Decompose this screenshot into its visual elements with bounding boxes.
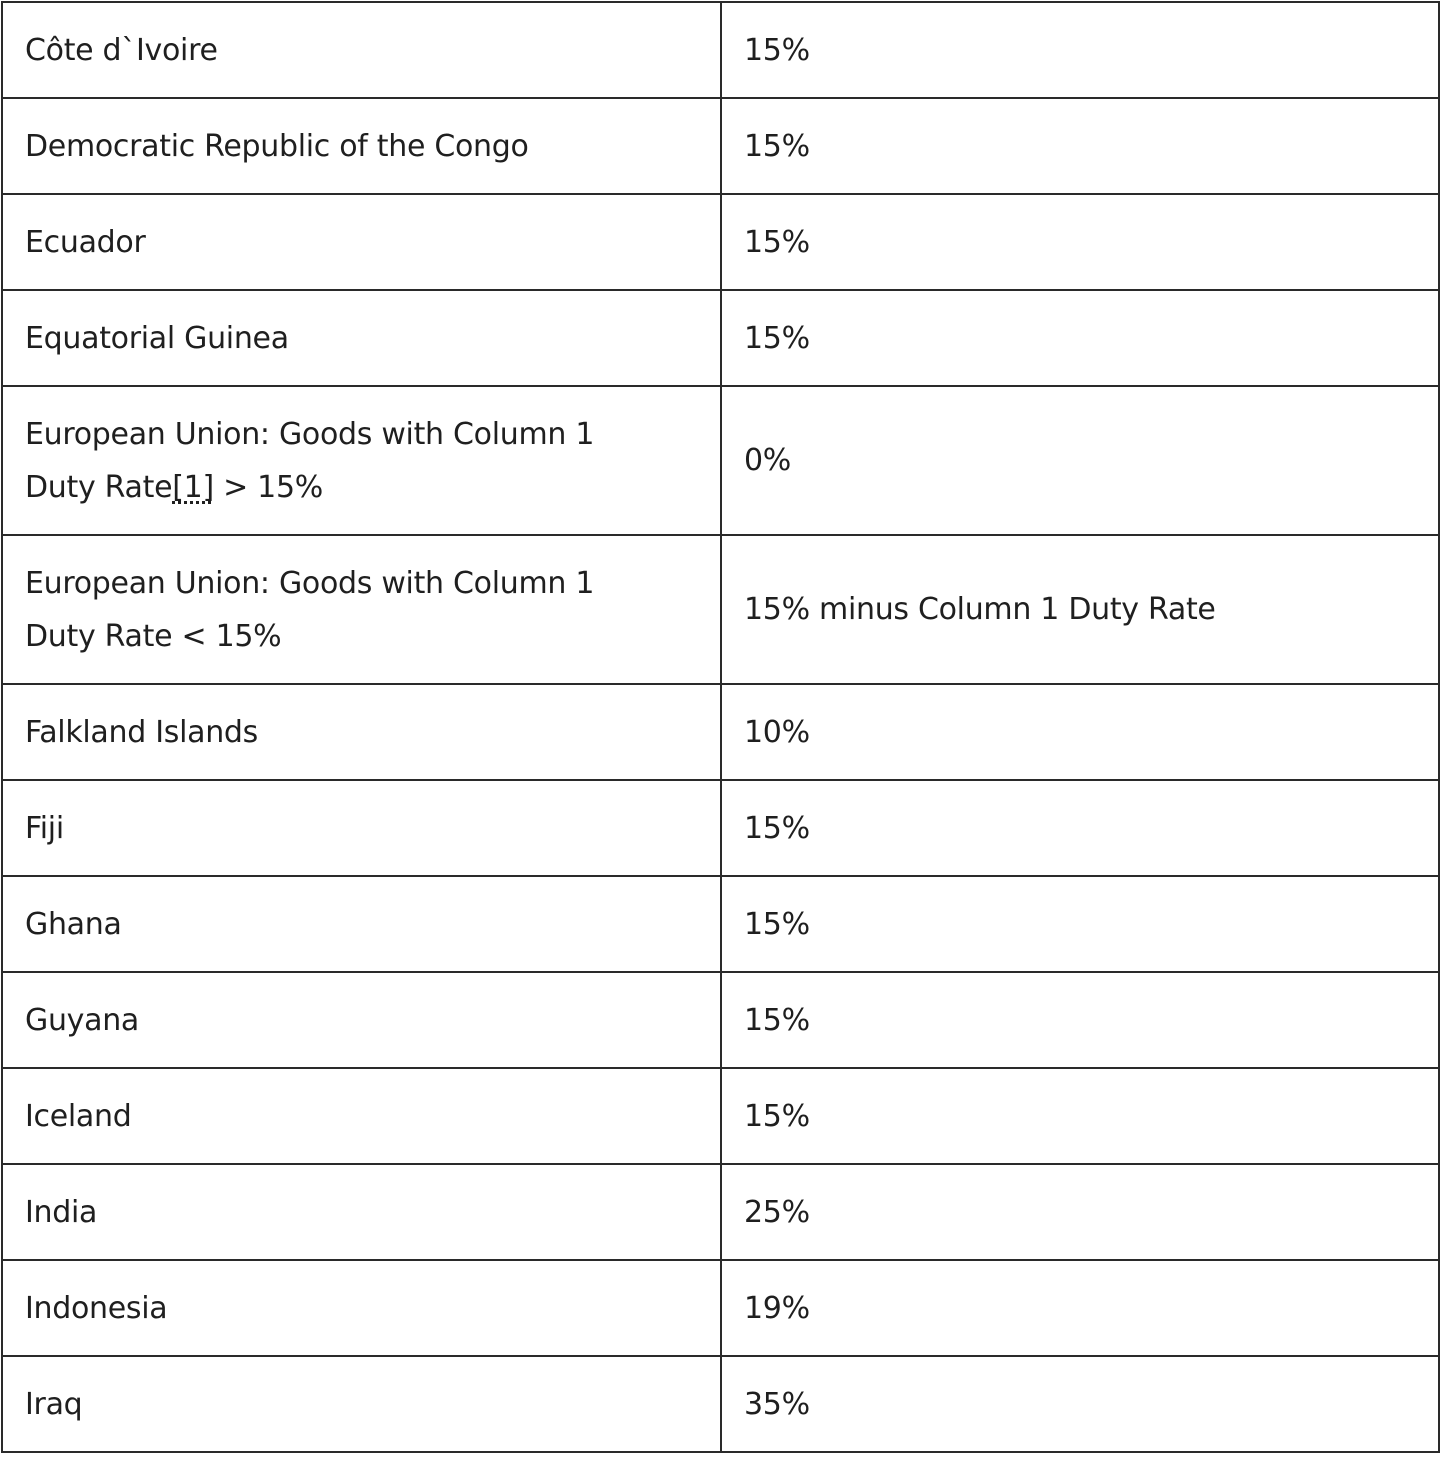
rate-cell: 15% (721, 780, 1439, 876)
country-cell: Equatorial Guinea (2, 290, 721, 386)
table-row (2, 1356, 1439, 1452)
country-line: Duty Rate (25, 469, 173, 505)
tariff-rate-table (1, 1, 1440, 1453)
table-row (2, 1164, 1439, 1260)
rate-cell: 15% (721, 98, 1439, 194)
rate-cell: 15% minus Column 1 Duty Rate (721, 535, 1439, 684)
country-line: Duty Rate < 15% (25, 618, 282, 654)
rate-cell: 15% (721, 1068, 1439, 1164)
country-cell: Indonesia (2, 1260, 721, 1356)
country-line: European Union: Goods with Column 1 (25, 565, 595, 601)
rate-cell: 0% (721, 386, 1439, 535)
table-row (2, 290, 1439, 386)
table-row (2, 876, 1439, 972)
rate-cell: 15% (721, 972, 1439, 1068)
country-cell: Falkland Islands (2, 684, 721, 780)
rate-cell: 19% (721, 1260, 1439, 1356)
table-row (2, 2, 1439, 98)
table-row (2, 1068, 1439, 1164)
table-row (2, 535, 1439, 684)
rate-cell: 10% (721, 684, 1439, 780)
country-cell: Democratic Republic of the Congo (2, 98, 721, 194)
rate-cell: 15% (721, 194, 1439, 290)
country-cell (2, 535, 721, 684)
country-cell: India (2, 1164, 721, 1260)
country-cell: Ecuador (2, 194, 721, 290)
table-row (2, 972, 1439, 1068)
rate-cell: 35% (721, 1356, 1439, 1452)
country-cell: Guyana (2, 972, 721, 1068)
country-cell: Côte d`Ivoire (2, 2, 721, 98)
rate-cell: 15% (721, 290, 1439, 386)
rate-cell: 25% (721, 1164, 1439, 1260)
country-cell: Iraq (2, 1356, 721, 1452)
table-row (2, 1260, 1439, 1356)
country-line: > 15% (213, 469, 323, 505)
table-row (2, 780, 1439, 876)
country-cell: Fiji (2, 780, 721, 876)
table-row (2, 386, 1439, 535)
rate-cell: 15% (721, 2, 1439, 98)
country-cell: Iceland (2, 1068, 721, 1164)
table-row (2, 684, 1439, 780)
country-cell (2, 386, 721, 535)
country-cell: Ghana (2, 876, 721, 972)
footnote-link[interactable]: [1] (172, 469, 214, 505)
country-line: European Union: Goods with Column 1 (25, 416, 595, 452)
table-row (2, 98, 1439, 194)
table-row (2, 194, 1439, 290)
rate-cell: 15% (721, 876, 1439, 972)
